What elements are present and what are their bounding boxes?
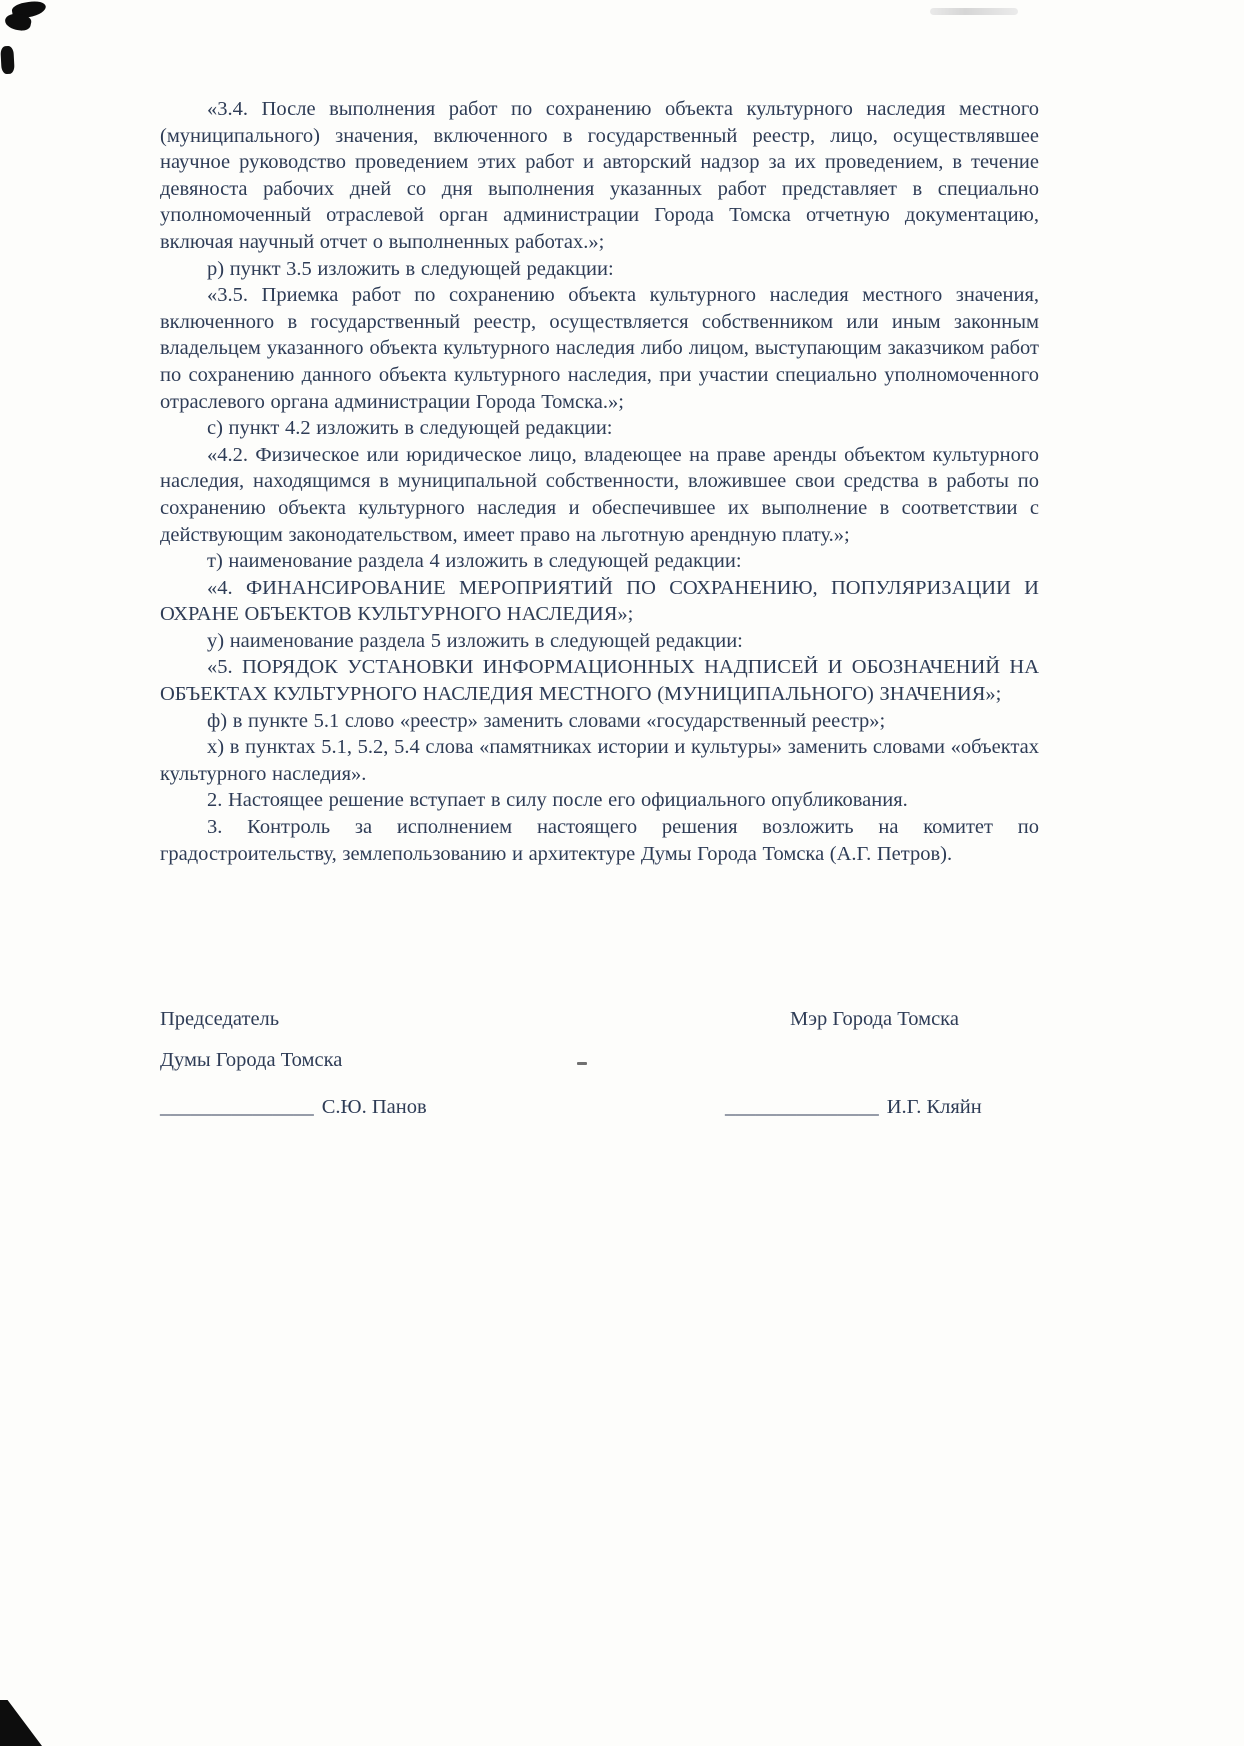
- ink-blot-bottom-left-icon: [0, 1700, 42, 1746]
- chairman-title-row-2: [160, 1047, 1039, 1074]
- item-f-punkt-5-1: ф) в пункте 5.1 слово «реестр» заменить словами «государственный реестр»;: [207, 709, 886, 732]
- chairman-title: Председатель: [160, 1008, 280, 1030]
- chairman-name: С.Ю. Панов: [321, 1096, 427, 1118]
- signature-names-row: [160, 1094, 1039, 1121]
- heading-razdel-5: «5. ПОРЯДОК УСТАНОВКИ ИНФОРМАЦИОННЫХ НАДПИСЕЙ И ОБОЗНАЧЕНИЙ НА ОБЪЕКТАХ КУЛЬТУРНОГО НАСЛЕДИЯ МЕСТНОГО (МУНИЦИПАЛЬНОГО) ЗНАЧЕНИЯ»;: [160, 656, 1039, 706]
- item-r-punkt-3-5: р) пункт 3.5 изложить в следующей редакции:: [207, 257, 614, 280]
- chairman-signature: [160, 1096, 427, 1118]
- paragraph-3-5-text: «3.5. Приемка работ по сохранению объекта культурного наследия местного значения, включенного в государственный реестр, осуществляется собственником или иным законным владельцем указанного объекта культурного наследия либо лицом, выступающим заказчиком работ по сохранению данного объекта культурного наследия, при участии специально уполномоченного отраслевого органа администрации Города Томска.»;: [160, 284, 1039, 413]
- item-u-razdel-5: у) наименование раздела 5 изложить в следующей редакции:: [207, 629, 743, 652]
- chairman-title-line2: Думы Города Томска: [160, 1049, 343, 1071]
- heading-razdel-4: «4. ФИНАНСИРОВАНИЕ МЕРОПРИЯТИЙ ПО СОХРАНЕНИЮ, ПОПУЛЯРИЗАЦИИ И ОХРАНЕ ОБЪЕКТОВ КУЛЬТУРНОГО НАСЛЕДИЯ»;: [160, 576, 1039, 626]
- clause-3-control: 3. Контроль за исполнением настоящего решения возложить на комитет по градостроительству, землепользованию и архитектуре Думы Города Томска (А.Г. Петров).: [160, 816, 1039, 865]
- document-body: [160, 96, 1039, 867]
- chairman-signature-underline: _______________: [160, 1096, 314, 1118]
- mayor-signature: [725, 1094, 982, 1121]
- clause-2-entry-into-force: 2. Настоящее решение вступает в силу после его официального опубликования.: [207, 789, 908, 812]
- mayor-title: Мэр Города Томска: [790, 1008, 959, 1030]
- paragraph-3-4-text: «3.4. После выполнения работ по сохранению объекта культурного наследия местного (муниципального) значения, включенного в государственный реестр, лицо, осуществлявшее научное руководство проведением этих работ и авторский надзор за их проведением, в течение девяноста рабочих дней со дня выполнения указанных работ представляет в специально уполномоченный отраслевой орган администрации Города Томска отчетную документацию, включая научный отчет о выполненных работах.»;: [160, 98, 1039, 253]
- item-t-razdel-4: т) наименование раздела 4 изложить в следующей редакции:: [207, 550, 742, 573]
- item-h-punkty-5-1-5-2-5-4: х) в пунктах 5.1, 5.2, 5.4 слова «памятниках истории и культуры» заменить словами «объектах культурного наследия».: [160, 736, 1039, 785]
- ink-mark-left-edge-icon: [0, 46, 14, 75]
- scan-streak-top-right-icon: [930, 8, 1018, 15]
- mayor-signature-underline: _______________: [725, 1096, 879, 1118]
- paragraph-4-2-text: «4.2. Физическое или юридическое лицо, владеющее на праве аренды объектом культурного наследия, находящимся в муниципальной собственности, вложившее свои средства в работы по сохранению объекта культурного наследия и обеспечившее их выполнение в соответствии с действующим законодательством, имеет право на льготную арендную плату.»;: [160, 443, 1039, 546]
- mayor-name: И.Г. Кляйн: [886, 1096, 982, 1118]
- signature-titles-row: [160, 1006, 1039, 1033]
- item-s-punkt-4-2: с) пункт 4.2 изложить в следующей редакции:: [207, 417, 613, 440]
